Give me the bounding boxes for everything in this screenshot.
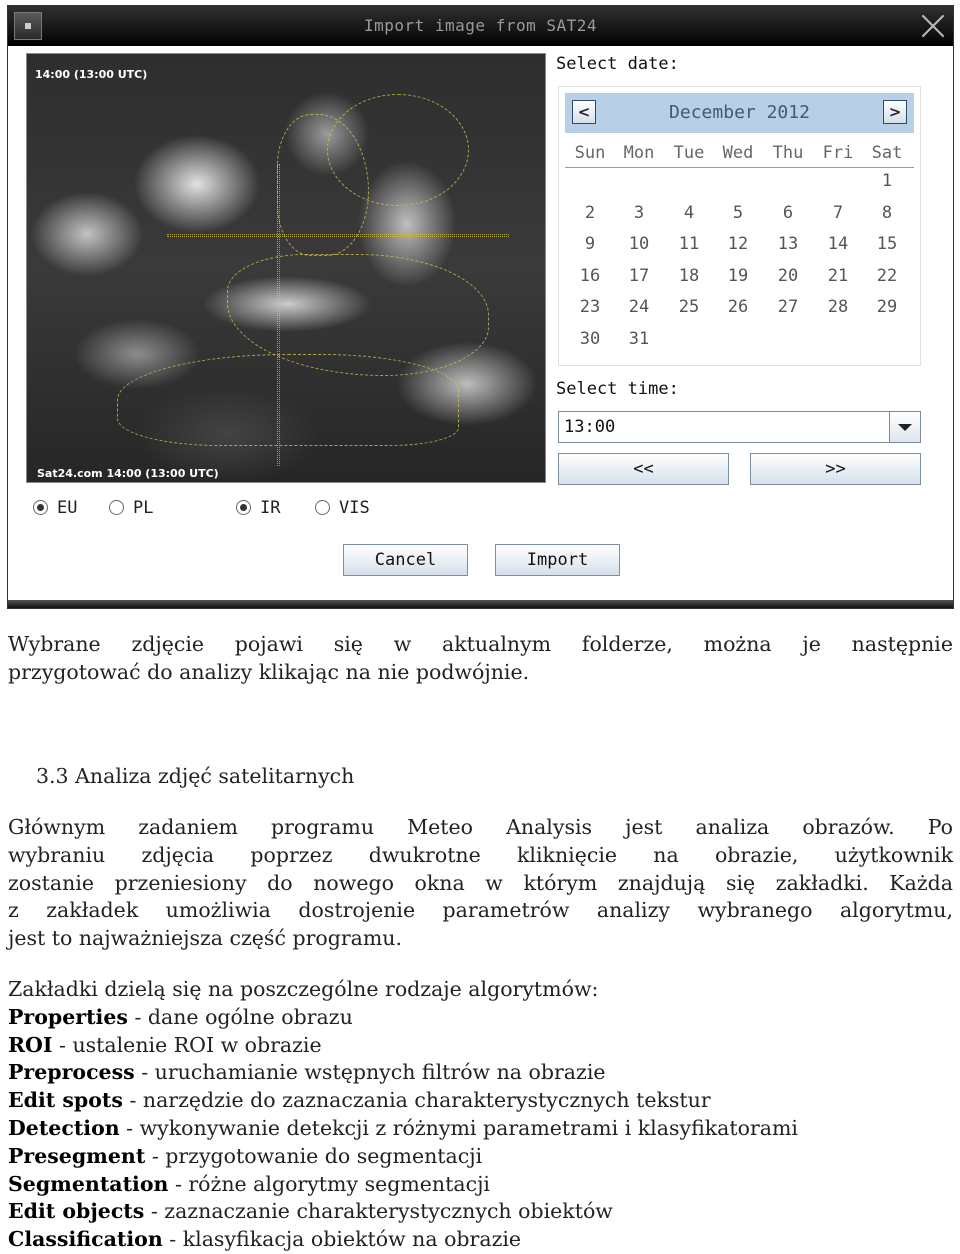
text-line: zostanie przeniesiony do nowego okna w którym znajdują się zakładki. Każda: [8, 870, 953, 895]
weekday-label: Tue: [673, 143, 705, 163]
calendar-day[interactable]: 22: [876, 265, 898, 286]
tab-description: - narzędzie do zaznaczania charakterystycznych tekstur: [122, 1088, 711, 1113]
tab-name: Properties: [8, 1004, 128, 1029]
image-bottom-caption: Sat24.com 14:00 (13:00 UTC): [37, 467, 219, 480]
window-bottom-border: [8, 600, 953, 608]
calendar-day[interactable]: 20: [777, 265, 799, 286]
calendar-day[interactable]: 18: [678, 265, 700, 286]
calendar-day[interactable]: 7: [832, 202, 844, 223]
radio-selected-icon: [33, 500, 48, 515]
chevron-down-icon[interactable]: [889, 412, 920, 442]
tab-name: Segmentation: [8, 1171, 169, 1196]
paragraph-analysis: [8, 814, 953, 953]
close-icon[interactable]: [917, 10, 949, 42]
calendar-day[interactable]: 3: [633, 202, 645, 223]
calendar-day[interactable]: 9: [584, 234, 596, 255]
calendar-day[interactable]: 2: [584, 202, 596, 223]
calendar-day[interactable]: 14: [827, 234, 849, 255]
text-line: z zakładek umożliwia dostrojenie parametrów analizy wybranego algorytmu,: [8, 898, 953, 923]
next-time-button[interactable]: >>: [750, 453, 921, 485]
calendar-day[interactable]: 24: [628, 297, 650, 318]
weekday-label: Thu: [772, 143, 804, 163]
tab-description: - różne algorytmy segmentacji: [168, 1171, 490, 1196]
tab-description: - uruchamianie wstępnych filtrów na obrazie: [134, 1060, 606, 1085]
tab-name: Presegment: [8, 1143, 146, 1168]
list-item: [8, 1226, 953, 1254]
weekday-label: Mon: [623, 143, 655, 163]
select-time-label: Select time:: [556, 379, 679, 399]
tab-name: Edit spots: [8, 1088, 123, 1113]
calendar-day[interactable]: 27: [777, 297, 799, 318]
channel-vis-label: VIS: [339, 498, 370, 518]
weekday-label: Wed: [722, 143, 754, 163]
select-date-label: Select date:: [556, 54, 679, 74]
calendar-day[interactable]: 4: [683, 202, 695, 223]
tab-name: Classification: [8, 1227, 163, 1252]
text-line: wybraniu zdjęcia poprzez dwukrotne kliknięcie na obrazie, użytkownik: [8, 842, 953, 867]
tab-name: Detection: [8, 1115, 120, 1140]
channel-ir-label: IR: [260, 498, 281, 518]
list-item: [8, 1171, 953, 1199]
time-select-value: 13:00: [564, 417, 616, 437]
calendar-day[interactable]: 1: [881, 171, 893, 191]
calendar-day[interactable]: 15: [876, 234, 898, 255]
tab-name: ROI: [8, 1032, 53, 1057]
region-eu-label: EU: [57, 498, 78, 518]
list-intro: Zakładki dzielą się na poszczególne rodzaje algorytmów:: [8, 977, 599, 1001]
list-item: [8, 1115, 953, 1143]
weekday-label: Fri: [822, 143, 854, 163]
radio-unselected-icon: [109, 500, 124, 515]
calendar-day[interactable]: 26: [727, 297, 749, 318]
import-button[interactable]: Import: [495, 544, 620, 576]
image-top-caption: 14:00 (13:00 UTC): [35, 68, 148, 81]
calendar-day[interactable]: 30: [579, 329, 601, 349]
text-line: Głównym zadaniem programu Meteo Analysis jest analiza obrazów. Po: [8, 815, 953, 839]
next-month-button[interactable]: >: [883, 100, 907, 124]
list-item: [8, 1198, 953, 1226]
calendar-day[interactable]: 16: [579, 265, 601, 286]
tab-name: Edit objects: [8, 1199, 145, 1224]
weekday-label: Sun: [574, 143, 606, 163]
region-pl-label: PL: [133, 498, 154, 518]
tab-list: [8, 976, 953, 1254]
satellite-image[interactable]: [26, 53, 546, 483]
tab-description: - klasyfikacja obiektów na obrazie: [162, 1227, 522, 1252]
date-calendar: [558, 86, 921, 366]
list-item: [8, 1143, 953, 1171]
list-item: [8, 1032, 953, 1060]
text-line: przygotować do analizy klikając na nie podwójnie.: [8, 659, 530, 684]
weekday-label: Sat: [871, 143, 903, 163]
calendar-month-label: December 2012: [669, 102, 810, 123]
tab-description: - ustalenie ROI w obrazie: [52, 1032, 322, 1057]
text-line: Wybrane zdjęcie pojawi się w aktualnym folderze, można je następnie: [8, 632, 953, 656]
calendar-day[interactable]: 6: [782, 202, 794, 223]
calendar-day[interactable]: 12: [727, 234, 749, 255]
tab-description: - zaznaczanie charakterystycznych obiektów: [144, 1199, 613, 1224]
calendar-day[interactable]: 17: [628, 265, 650, 286]
tab-name: Preprocess: [8, 1060, 135, 1085]
tab-description: - przygotowanie do segmentacji: [145, 1143, 483, 1168]
calendar-header: [565, 93, 914, 133]
paragraph-intro: [8, 631, 953, 687]
tab-description: - dane ogólne obrazu: [127, 1004, 353, 1029]
import-dialog: [7, 5, 954, 609]
calendar-day[interactable]: 11: [678, 234, 700, 255]
window-title: Import image from SAT24: [363, 16, 598, 35]
calendar-day[interactable]: 21: [827, 265, 849, 286]
text-line: jest to najważniejsza część programu.: [8, 926, 403, 951]
calendar-day[interactable]: 28: [827, 297, 849, 318]
calendar-day[interactable]: 10: [628, 234, 650, 255]
tab-description: - wykonywanie detekcji z różnymi parametrami i klasyfikatorami: [119, 1115, 798, 1140]
calendar-day[interactable]: 5: [732, 202, 744, 223]
calendar-day[interactable]: 31: [628, 329, 650, 349]
prev-month-button[interactable]: <: [572, 100, 596, 124]
calendar-day[interactable]: 29: [876, 297, 898, 318]
section-heading: 3.3 Analiza zdjęć satelitarnych: [36, 764, 355, 788]
calendar-day[interactable]: 25: [678, 297, 700, 318]
cancel-button[interactable]: Cancel: [343, 544, 468, 576]
list-item: [8, 1059, 953, 1087]
title-bar[interactable]: [8, 6, 953, 46]
calendar-day[interactable]: 19: [727, 265, 749, 286]
calendar-day[interactable]: 23: [579, 297, 601, 318]
calendar-day[interactable]: 13: [777, 234, 799, 255]
time-select[interactable]: [558, 411, 921, 443]
list-item: [8, 1087, 953, 1115]
calendar-day[interactable]: 8: [881, 202, 893, 223]
weekday-header: [565, 141, 914, 168]
previous-time-button[interactable]: <<: [558, 453, 729, 485]
list-item: [8, 1004, 953, 1032]
radio-unselected-icon: [315, 500, 330, 515]
radio-selected-icon: [236, 500, 251, 515]
